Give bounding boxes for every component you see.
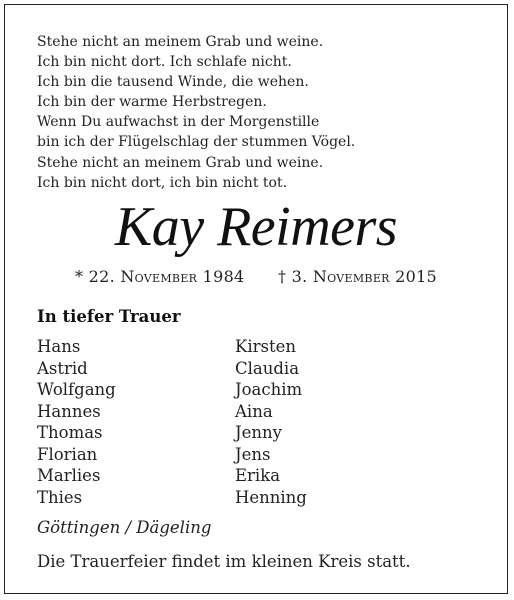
poem-line: Wenn Du aufwachst in der Morgenstille xyxy=(37,114,320,131)
poem-line: Ich bin der warme Herbstregen. xyxy=(37,94,267,111)
mourner-name: Aina xyxy=(235,401,273,421)
mourners-left-column xyxy=(37,336,116,508)
poem xyxy=(37,32,355,193)
mourner-name: Marlies xyxy=(37,466,101,485)
poem-line: bin ich der Flügelschlag der stummen Vögel. xyxy=(37,134,356,151)
mourner-name: Claudia xyxy=(235,358,300,378)
mourner-name: Henning xyxy=(235,487,307,507)
mourner-name: Joachim xyxy=(235,380,303,399)
mourner-name: Hans xyxy=(37,337,81,356)
obituary-notice xyxy=(4,4,508,594)
mourners-right-column xyxy=(235,336,307,508)
mourner-name: Jenny xyxy=(235,423,282,442)
poem-line: Ich bin die tausend Winde, die wehen. xyxy=(37,74,309,91)
mourner-name: Astrid xyxy=(37,358,88,378)
poem-line: Stehe nicht an meinem Grab und weine. xyxy=(37,154,324,171)
mourner-name: Florian xyxy=(37,444,98,464)
mourner-name: Jens xyxy=(235,444,271,464)
birth-date: * 22. November 1984 xyxy=(74,267,245,286)
mourning-heading: In tiefer Trauer xyxy=(37,307,181,326)
mourner-name: Erika xyxy=(235,466,281,485)
mourner-name: Thies xyxy=(37,487,83,507)
place-line: Göttingen / Dägeling xyxy=(37,518,212,537)
funeral-note: Die Trauerfeier findet im kleinen Kreis statt. xyxy=(37,552,411,571)
mourner-name: Thomas xyxy=(37,423,103,442)
life-dates xyxy=(5,267,507,286)
poem-line: Ich bin nicht dort. Ich schlafe nicht. xyxy=(37,54,292,71)
deceased-name: Kay Reimers xyxy=(114,196,398,258)
poem-line: Stehe nicht an meinem Grab und weine. xyxy=(37,34,324,50)
death-date: † 3. November 2015 xyxy=(277,267,438,286)
mourner-name: Hannes xyxy=(37,401,101,421)
mourner-name: Wolfgang xyxy=(37,380,116,399)
poem-line: Ich bin nicht dort, ich bin nicht tot. xyxy=(37,174,288,191)
mourner-name: Kirsten xyxy=(235,337,296,356)
